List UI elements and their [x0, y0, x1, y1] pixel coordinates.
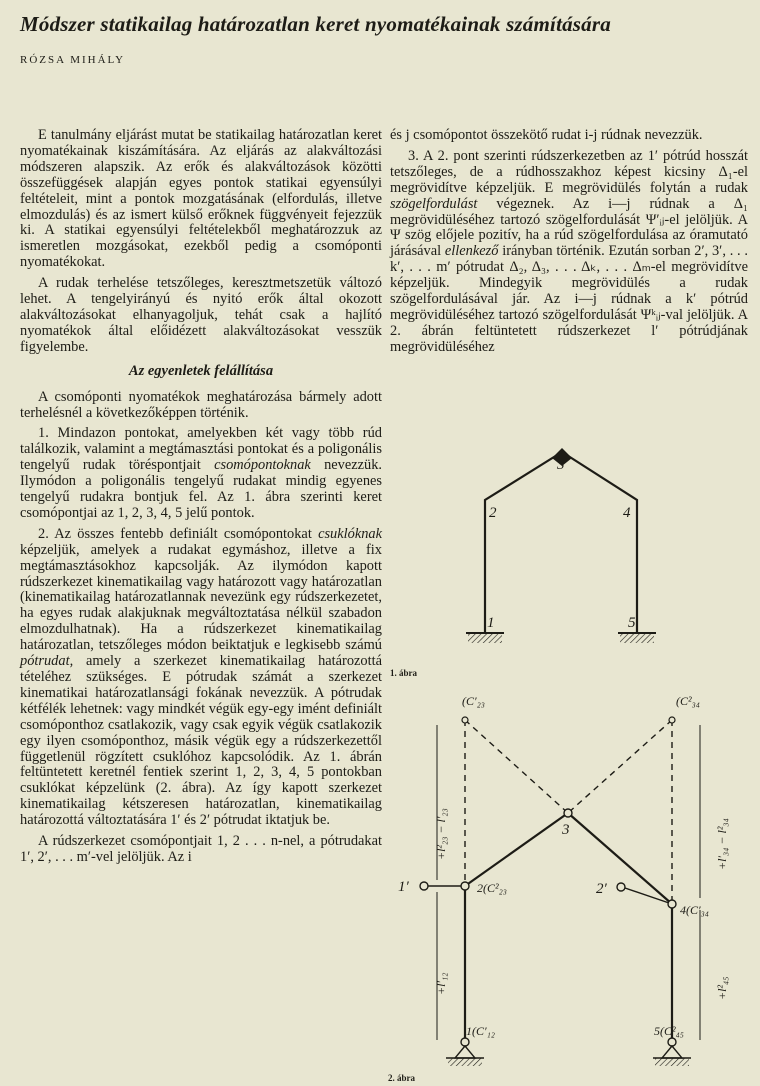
dim-label-right-lower: +l²₄₅ [715, 976, 729, 1000]
step-2-term-hinges: csuklóknak [318, 525, 382, 542]
fig1-node-2: 2 [489, 505, 497, 521]
hinge-2 [461, 882, 469, 890]
dashed-diagonal-left [465, 720, 568, 813]
figure-2-caption: 2. ábra [388, 1073, 415, 1083]
fig2-node-3: 3 [562, 822, 570, 838]
support-5-hatch [620, 633, 654, 643]
hinge-3 [564, 809, 572, 817]
hinge-5 [668, 1038, 676, 1046]
fig1-node-3: 3 [557, 457, 565, 473]
dim-label-left-lower: +l′₁₂ [434, 972, 448, 995]
support-5-ground [655, 1058, 689, 1066]
support-1-hatch [468, 633, 502, 643]
label-c34-top: (C²₃₄ [676, 694, 700, 708]
fig1-node-1: 1 [487, 615, 495, 631]
label-node-2: 2(C²₂₃ [477, 881, 507, 895]
step-2-text-c: amely a szerkezet kinematikailag határozottá tételéhez szükséges. E pótrudak számát a szerkezet kinematikai határozatlansági fokának nevezzük. A pótrudak kétfélék lehetnek: vagy mindkét végük egy-egy imént definiált csomóponthoz csatlakozik, vagy csak egyik végük csatlakozik egy ilyen csomóponthoz, másik végük egy a rúdszerkezettől függetlenül rögzített csuklóhoz kapcsolódik. Az 1. ábrán feltüntetett keretnél fentiek szerint 1, 2, 3, 4, 5 pontokban csuklókat képzelünk (2. ábra). Az így kapott szerkezet kinematikailag kétszeresen határozatlan, kinematikailag határozottá változtatására 1′ és 2′ pótrudat iktatjuk be. [20, 653, 382, 829]
label-node-5: 5(C²₄₅ [654, 1024, 684, 1038]
paragraph-loads: A rudak terhelése tetszőleges, keresztmetszetük változó lehet. A tengelyirányú és nyitó erők által okozott alakváltozásokat elhanyagoljuk, tehát csak a hajlító nyomatékok által előidézett alakváltozásokat vesszük figyelembe. [20, 275, 382, 355]
article-title: Módszer statikailag határozatlan keret nyomatékainak számítására [20, 12, 611, 36]
step-2-term-auxbar: pótrudat, [20, 653, 74, 670]
step-3-text-a: 3. A 2. pont szerinti rúdszerkezetben az 1′ pótrúd hosszát tetszőleges, de a rúdhosszakhoz képest kicsiny Δ₁-el megrövidítve képzeljük. E megrövidülés folytán a rudak [390, 147, 748, 196]
hinge-4 [668, 900, 676, 908]
paragraph-procedure: A csomóponti nyomatékok meghatározása bármely adott terhelésnél a következőképpen történik. [20, 388, 382, 421]
dashed-diagonal-right [568, 720, 672, 813]
step-3-term-opposite: ellenkező [444, 243, 499, 260]
fig1-node-5: 5 [628, 615, 636, 631]
figure-2-frame [398, 694, 729, 1066]
fig1-node-4: 4 [623, 505, 631, 521]
dim-label-left-upper: +l²₂₃ − l′₂₃ [434, 808, 448, 860]
hinge-1prime [420, 882, 428, 890]
paragraph-intro: E tanulmány eljárást mutat be statikailag határozatlan keret nyomatékainak kiszámítására. Az eljárás az alakváltozási módszeren alapszik. Az erők és alakváltozások közötti összefüggések alapján egyes pontok statikai egyensúlyi feltételeit, mint a pontok mozgatásának (elfordulás, illetve elmozdulás) és az ismert külső erőknek függvényeit fejezzük ki. A statikai egyensúlyi feltételekből meghatározzuk az ismeretlen mozgásokat, ezekből pedig a csomóponti nyomatékokat. [20, 127, 382, 271]
figure-1-caption: 1. ábra [390, 668, 417, 678]
hinge-1 [461, 1038, 469, 1046]
support-1-triangle [455, 1046, 475, 1058]
step-2-text-b: képzeljük, amelyek a rudakat egymáshoz, illetve a fix megtámasztásokhoz kapcsolják. Az ilymódon kapott rúdszerkezet kinematikailag vagy határozott vagy határozatlan (kinematikailag határozatlannak nevezünk egy rúdszerkezetet, ha egyes rudak alakjuknak megváltoztatása nélkül szabadon elmozdulhatnak). Ha a rúdszerkezet kinematikailag határozatlan, tetszőleges módon beiktatjuk e legkisebb számú [20, 541, 382, 654]
figure-1-frame [466, 448, 656, 643]
paragraph-notation: A rúdszerkezet csomópontjait 1, 2 . . . n-nel, a pótrudakat 1′, 2′, . . . m′-vel jelöljük. Az i [20, 833, 382, 865]
label-c23-top: (C′₂₃ [462, 694, 485, 708]
author-name: RÓZSA MIHÁLY [20, 54, 126, 66]
step-2-text-a: 2. Az összes fentebb definiált csomópontokat [38, 525, 319, 542]
frame-outline [485, 452, 637, 633]
step-3-text-c: irányban történik. Ezután sorban 2′, 3′, . . . k′, . . . m′ pótrudat Δ₂, Δ₃, . . . Δₖ, . . . Δₘ-el megrövidítve képzeljük. Mindegyik megrövidülés a rudak szögelfordulásával jár. Az i—j rúdnak a k′ pótrúd megrövidüléséhez tartozó szögelfordulását Ψᵏᵢⱼ-val jelöljük. A 2. ábrán feltüntetett rúdszerkezet l′ pótrúdjának megrövidüléséhez [390, 243, 749, 355]
label-node-4: 4(C′₃₄ [680, 903, 709, 917]
hinge-c34-top [669, 717, 675, 723]
step-1-text-a: 1. Mindazon pontokat, amelyekben két vagy több rúd találkozik, valamint a megtámasztási pontokat és a poligonális tengelyű rudak töréspontjait [20, 425, 382, 474]
section-heading: Az egyenletek felállítása [128, 362, 274, 379]
label-node-1: 1(C′₁₂ [466, 1024, 495, 1038]
dim-label-right-upper: +l′₃₄ − l²₃₄ [715, 818, 729, 870]
label-aux-1prime: 1′ [398, 879, 409, 895]
support-1-ground [448, 1058, 482, 1066]
hinge-c23-top [462, 717, 468, 723]
step-3-text-b: végeznek. Az i—j rúdnak a Δ₁ megrövidüléséhez tartozó szögelfordulását Ψ′ᵢⱼ-el jelöljük. A Ψ szög előjele pozitív, ha a rúd szögelfordulása az óramutató járásával [390, 195, 748, 260]
label-aux-2prime: 2′ [596, 881, 607, 897]
hinge-2prime [617, 883, 625, 891]
support-5-triangle [662, 1046, 682, 1058]
paragraph-continued: és j csomópontot összekötő rudat i-j rúdnak nevezzük. [390, 127, 703, 143]
bar-2-3 [465, 813, 568, 886]
step-3-term-rotation: szögelfordulást [390, 195, 478, 212]
step-1-text-b: nevezzük. Ilymódon a poligonális tengelyű rudakat mindig egyenes tengelyű rudakra bontjuk fel. Az 1. ábra szerinti keret csomópontjai az 1, 2, 3, 4, 5 jelű pontok. [20, 457, 382, 521]
aux-bar-2prime [625, 888, 672, 904]
step-1-term: csomópontoknak [214, 457, 311, 474]
